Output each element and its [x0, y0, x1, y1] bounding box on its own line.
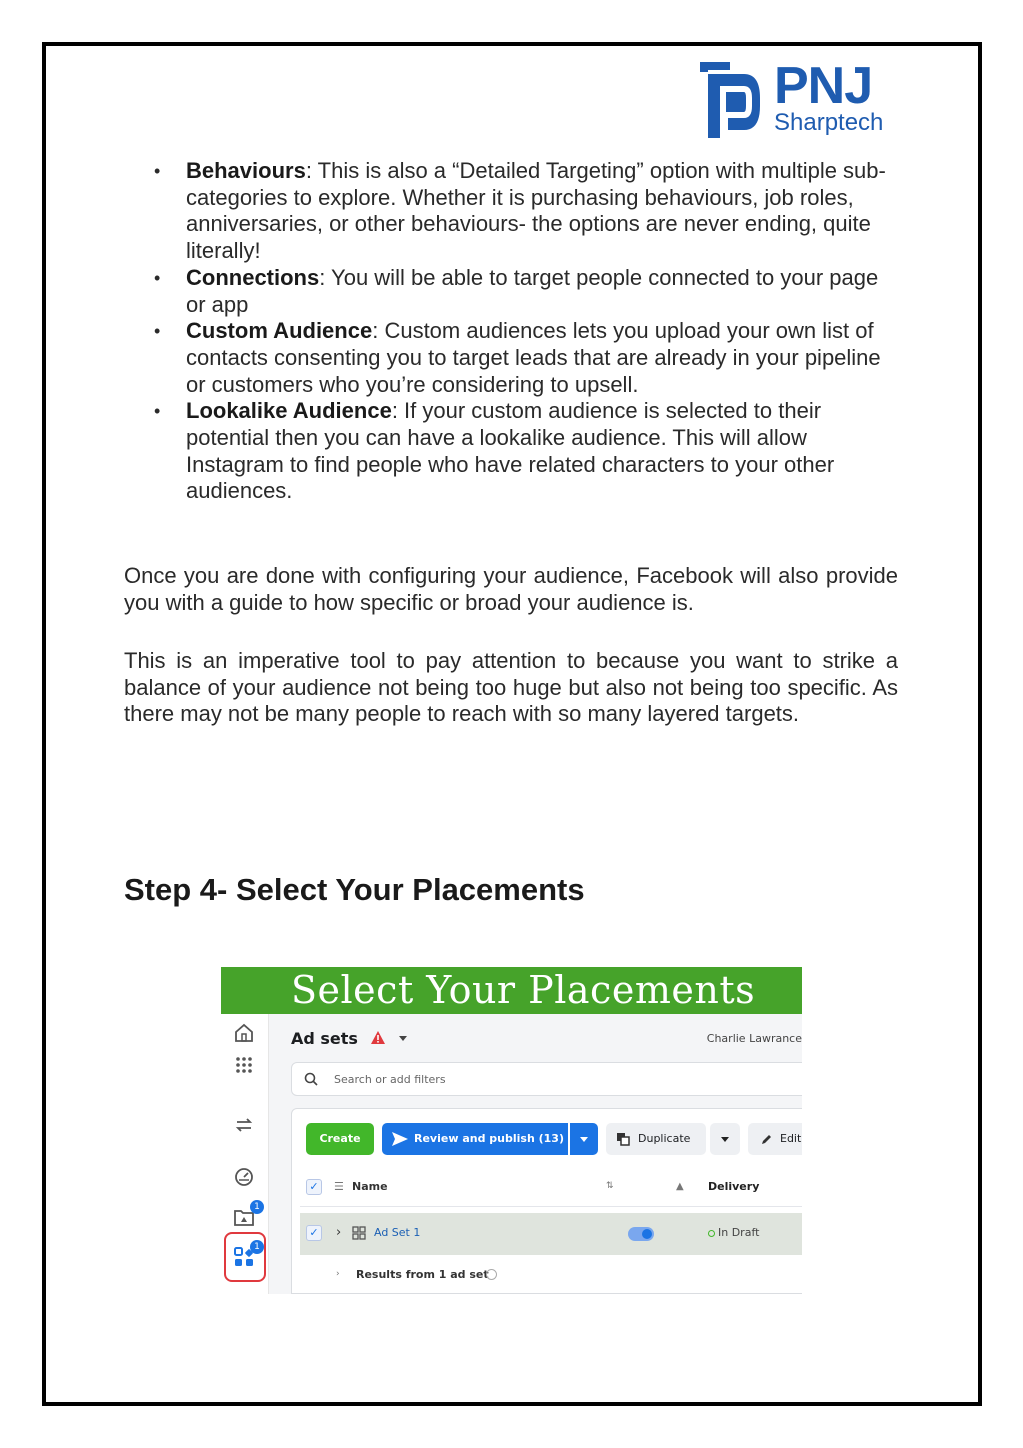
search-placeholder: Search or add filters [334, 1073, 446, 1086]
folder-badge: 1 [250, 1200, 264, 1214]
left-nav-rail [221, 1014, 269, 1294]
chevron-right-icon[interactable]: › [336, 1225, 342, 1240]
duplicate-icon [617, 1133, 630, 1146]
warning-column-icon: ▲ [676, 1181, 684, 1192]
edit-button[interactable] [748, 1123, 802, 1155]
list-item-term: Custom Audience [186, 318, 373, 344]
table-header [300, 1167, 802, 1207]
list-item-text: : Custom audiences lets you upload your own list of contacts consenting you to target leads that are already in your pipeline or customers who you’re considering to upsell. [186, 318, 881, 397]
home-icon[interactable] [233, 1022, 255, 1044]
table-row[interactable] [300, 1213, 802, 1255]
delivery-status: In Draft [718, 1226, 760, 1239]
chevron-right-small-icon[interactable]: › [336, 1269, 340, 1279]
pencil-icon [760, 1133, 773, 1146]
list-item [186, 265, 896, 318]
ad-sets-table-card [291, 1108, 802, 1294]
screenshot-banner: Select Your Placements [221, 967, 802, 1014]
list-item-text: : You will be able to target people connected to your page or app [186, 264, 879, 317]
review-publish-button[interactable] [382, 1123, 568, 1155]
list-item-term: Connections [186, 264, 320, 290]
paragraph-audience-guide: Once you are done with configuring your audience, Facebook will also provide you with a guide to how specific or broad your audience is. [124, 563, 898, 615]
ads-manager-panel [269, 1014, 802, 1294]
review-dropdown-button[interactable] [570, 1123, 598, 1155]
select-all-checkbox[interactable]: ✓ [306, 1179, 322, 1195]
column-header-name[interactable]: Name [352, 1180, 388, 1193]
swap-icon[interactable] [233, 1114, 255, 1136]
info-icon[interactable] [486, 1269, 497, 1280]
targeting-options-list [186, 158, 896, 505]
panel-title: Ad sets [291, 1029, 358, 1048]
section-heading: Step 4- Select Your Placements [124, 872, 585, 907]
search-icon [304, 1072, 318, 1086]
ad-set-name-link[interactable]: Ad Set 1 [374, 1226, 421, 1239]
logo-title: PNJ [774, 57, 873, 115]
duplicate-button[interactable] [606, 1123, 706, 1155]
logo-subtitle: Sharptech [774, 109, 884, 136]
duplicate-label: Duplicate [638, 1132, 691, 1145]
list-item-text: : If your custom audience is selected to their potential then you can have a lookalike audience. This will allow Instagram to find people who have related characters to your other audiences. [186, 398, 835, 504]
grid-dots-icon[interactable] [233, 1054, 255, 1076]
search-input[interactable] [291, 1062, 802, 1096]
list-item-text: : This is also a “Detailed Targeting” option with multiple sub-categories to explore. Whether it is purchasing behaviours, job roles, anniversaries, or other behaviours- the options are never ending, quite literally! [186, 158, 886, 264]
status-dot-icon [708, 1230, 715, 1237]
row-checkbox[interactable]: ✓ [306, 1225, 322, 1241]
review-publish-label: Review and publish (13) [414, 1132, 564, 1145]
gauge-icon[interactable] [233, 1166, 255, 1188]
results-summary-row [300, 1257, 802, 1294]
column-header-delivery[interactable]: Delivery [708, 1180, 760, 1193]
list-item [186, 318, 896, 398]
results-summary: Results from 1 ad set [356, 1268, 489, 1281]
duplicate-dropdown-button[interactable] [710, 1123, 740, 1155]
column-settings-icon[interactable]: ☰ [334, 1180, 344, 1193]
account-name[interactable]: Charlie Lawrance [706, 1032, 802, 1045]
logo-mark-icon [700, 62, 760, 138]
create-button[interactable]: Create [306, 1123, 374, 1155]
sort-icon[interactable]: ⇅ [606, 1181, 614, 1191]
edit-label: Edit [780, 1132, 802, 1145]
list-item [186, 158, 896, 265]
list-item [186, 398, 896, 505]
apps-badge: 1 [250, 1240, 264, 1254]
company-logo [700, 57, 900, 140]
warning-icon[interactable] [370, 1030, 386, 1046]
ad-set-toggle[interactable] [628, 1227, 654, 1241]
paragraph-balance: This is an imperative tool to pay attention to because you want to strike a balance of your audience not being too huge but also not being too specific. As there may not be many people to reach with so many layered targets. [124, 648, 898, 727]
list-item-term: Behaviours [186, 158, 306, 183]
placements-screenshot [221, 967, 802, 1294]
send-icon [392, 1132, 408, 1146]
chevron-down-icon[interactable] [399, 1036, 407, 1041]
ad-set-icon [352, 1226, 366, 1240]
list-item-term: Lookalike Audience [186, 398, 392, 424]
